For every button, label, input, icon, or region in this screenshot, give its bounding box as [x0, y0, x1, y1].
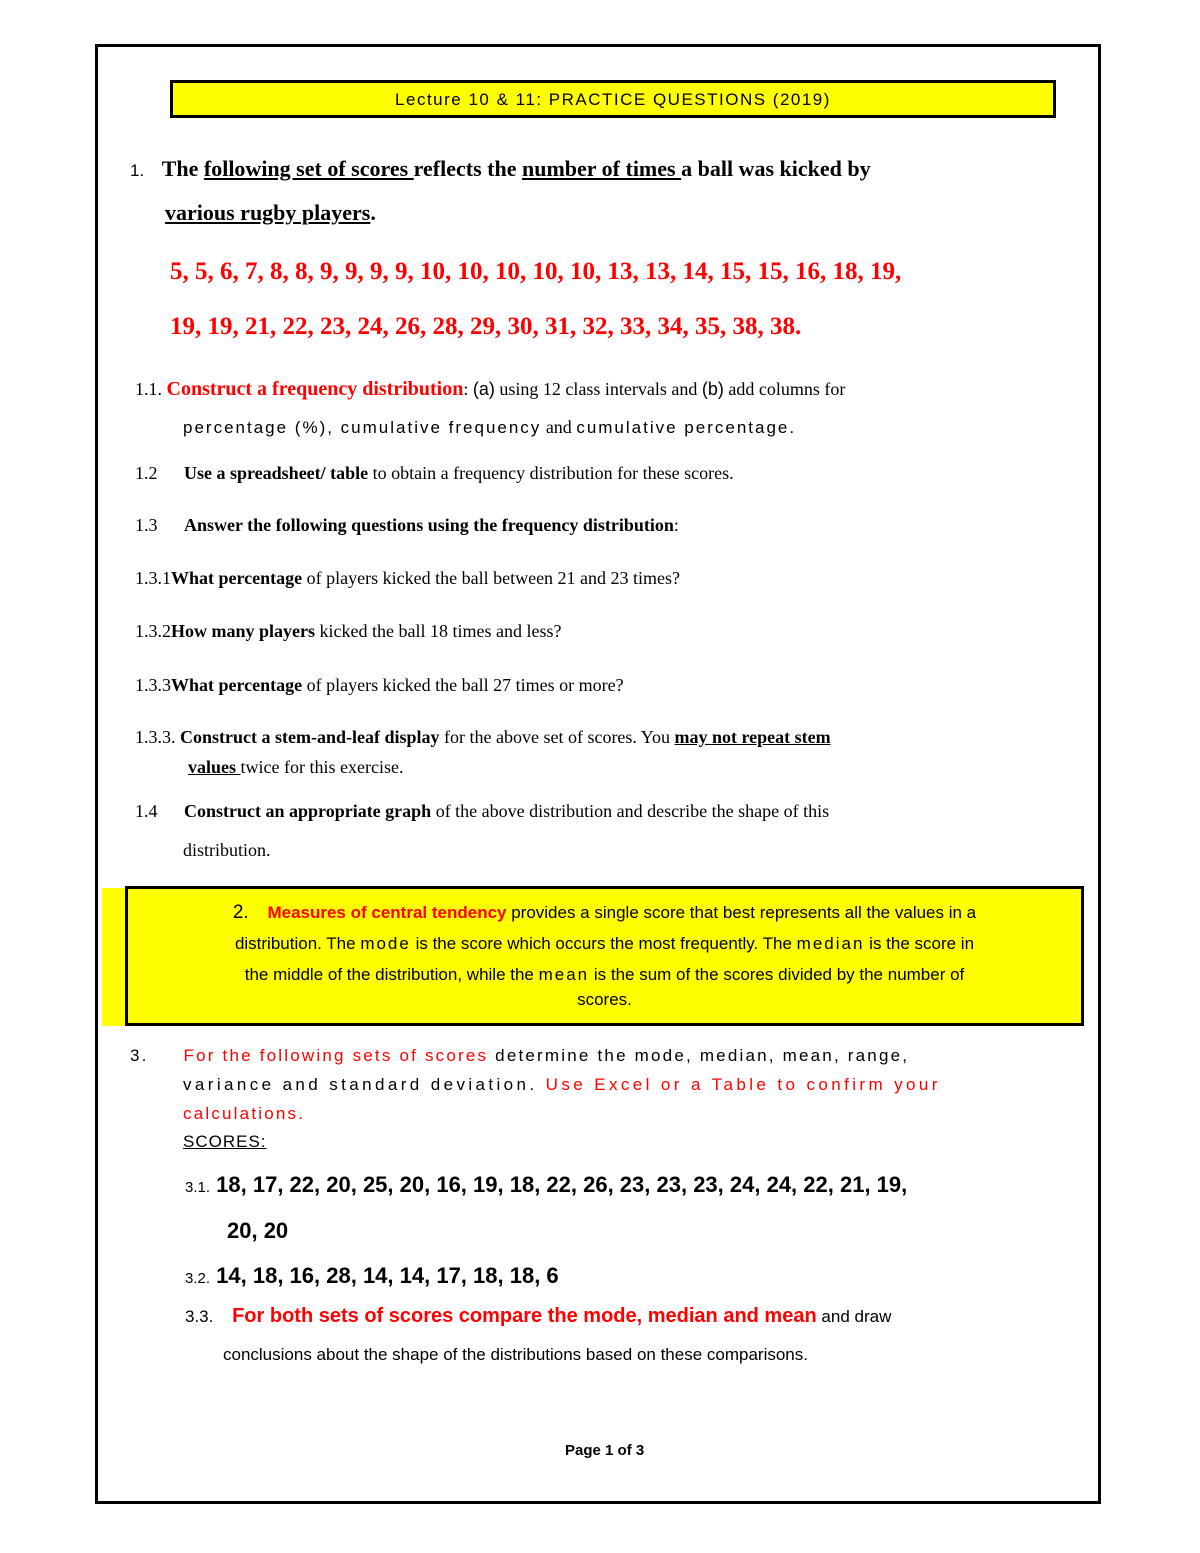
item-1-1 [135, 378, 845, 401]
item-number: 1.4 [135, 801, 158, 821]
q3-highlight: For the following sets of scores [183, 1046, 489, 1065]
box2-term: median [796, 934, 865, 953]
item-1-3-2 [135, 621, 561, 642]
page-label: Page [565, 1442, 606, 1459]
q3-line3: calculations. [183, 1104, 306, 1123]
q1-number: 1. [130, 161, 145, 180]
item-text: for the above set of scores. You [439, 727, 675, 747]
box2-line3 [128, 959, 1081, 990]
score-set-3-1 [185, 1172, 907, 1198]
q3-line2 [183, 1075, 941, 1095]
item-underlined-text: values [188, 757, 241, 777]
item-heading: How many players [171, 621, 315, 641]
item-underlined-text: may not repeat stem [674, 727, 831, 747]
q1-intro-line2 [165, 200, 376, 226]
item-text: using 12 class intervals and [494, 379, 702, 399]
box2-line2 [128, 928, 1081, 959]
box2-text: distribution. The [234, 934, 361, 953]
item-heading: Answer the following questions using the frequency distribution [184, 515, 674, 535]
q1-text: . [370, 200, 376, 225]
box2-term: mean [538, 965, 590, 984]
item-number: 1.3.2 [135, 621, 171, 641]
central-tendency-box [125, 886, 1084, 1026]
item-heading: Construct an appropriate graph [184, 801, 432, 821]
item-text: and draw [816, 1307, 892, 1326]
q1-intro-line1 [130, 156, 871, 182]
item-heading: For both sets of scores compare the mode, median and mean [232, 1305, 817, 1327]
item-heading: Construct a frequency distribution [166, 378, 464, 400]
item-3-3 [185, 1305, 891, 1328]
score-set-number: 3.1. [185, 1179, 211, 1196]
item-3-3-line2: conclusions about the shape of the distributions based on these comparisons. [223, 1345, 808, 1364]
item-number: 1.3 [135, 515, 158, 535]
box2-text: the middle of the distribution, while the [244, 965, 539, 984]
box2-term: mode [360, 934, 411, 953]
q1-text: The [161, 156, 204, 181]
q3-number: 3. [130, 1046, 149, 1065]
box2-line1 [128, 897, 1081, 928]
box2-text: is the score in [864, 934, 975, 953]
q1-underlined-text: number of times [522, 156, 682, 181]
item-number: 1.3.3 [135, 675, 171, 695]
q3-text: variance and standard deviation. [183, 1075, 538, 1094]
q1-scores-line1: 5, 5, 6, 7, 8, 8, 9, 9, 9, 9, 10, 10, 10, 10, 10, 13, 13, 14, 15, 15, 16, 18, 19, [170, 258, 902, 285]
scores-label: SCORES: [183, 1132, 267, 1151]
item-text: of players kicked the ball between 21 and 23 times? [302, 568, 681, 588]
item-heading: Use a spreadsheet/ table [184, 463, 369, 483]
box2-text: is the sum of the scores divided by the number of [589, 965, 965, 984]
box2-number: 2. [232, 902, 249, 923]
item-number: 1.1. [135, 379, 162, 399]
page-total: 3 [635, 1442, 645, 1459]
score-set-3-2 [185, 1263, 559, 1289]
item-number: 1.3.1 [135, 568, 171, 588]
item-1-1-line2 [183, 417, 796, 438]
item-text: to obtain a frequency distribution for these scores. [368, 463, 734, 483]
item-text: cumulative percentage. [576, 418, 797, 437]
q1-text: a ball was kicked by [681, 156, 871, 181]
item-text: (b) [701, 379, 724, 399]
box2-line4: scores. [577, 990, 632, 1009]
page-label: of [613, 1442, 636, 1459]
q1-underlined-text: various rugby players [165, 200, 371, 225]
item-number: 1.3.3. [135, 727, 176, 747]
score-set-values: 14, 18, 16, 28, 14, 14, 17, 18, 18, 6 [216, 1263, 559, 1288]
page-current: 1 [605, 1442, 614, 1459]
item-1-4-line2: distribution. [183, 840, 271, 860]
item-text: : [463, 379, 473, 399]
q3-highlight: Use Excel or a Table to confirm your [537, 1075, 941, 1094]
score-set-values: 18, 17, 22, 20, 25, 20, 16, 19, 18, 22, 26, 23, 23, 23, 24, 24, 22, 21, 19, [216, 1172, 908, 1197]
box2-text: provides a single score that best represents all the values in a [506, 903, 977, 922]
item-number: 1.2 [135, 463, 158, 483]
item-1-3-3 [135, 675, 624, 696]
item-1-3-1 [135, 568, 680, 589]
item-text: kicked the ball 18 times and less? [315, 621, 562, 641]
item-1-3-3-stem-leaf [135, 727, 831, 748]
q3-line1 [130, 1046, 909, 1066]
score-set-number: 3.2. [185, 1270, 211, 1287]
item-text: add columns for [723, 379, 846, 399]
q1-underlined-text: following set of scores [203, 156, 414, 181]
item-heading: What percentage [171, 675, 303, 695]
item-text: of players kicked the ball 27 times or more? [302, 675, 624, 695]
item-heading: What percentage [171, 568, 303, 588]
page-number [565, 1442, 644, 1459]
item-heading: Construct a stem-and-leaf display [180, 727, 440, 747]
item-1-4 [135, 801, 829, 822]
item-1-3-3-stem-leaf-line2 [188, 757, 403, 778]
item-text: of the above distribution and describe the shape of this [431, 801, 830, 821]
item-text: and [541, 417, 577, 437]
q3-text: determine the mode, median, mean, range, [488, 1046, 910, 1065]
box2-text: is the score which occurs the most frequently. The [410, 934, 797, 953]
item-number: 3.3. [185, 1307, 214, 1326]
q1-scores-line2: 19, 19, 21, 22, 23, 24, 26, 28, 29, 30, 31, 32, 33, 34, 35, 38, 38. [170, 313, 802, 340]
score-set-3-1-line2: 20, 20 [227, 1218, 289, 1243]
item-1-3 [135, 515, 679, 536]
q1-text: reflects the [413, 156, 522, 181]
box2-heading: Measures of central tendency [267, 903, 507, 922]
item-text: : [673, 515, 679, 535]
item-text: percentage (%), cumulative frequency [183, 418, 542, 437]
item-text: (a) [472, 379, 495, 399]
page-title: Lecture 10 & 11: PRACTICE QUESTIONS (2019) [170, 80, 1056, 118]
item-1-2 [135, 463, 734, 484]
item-text: twice for this exercise. [240, 757, 404, 777]
